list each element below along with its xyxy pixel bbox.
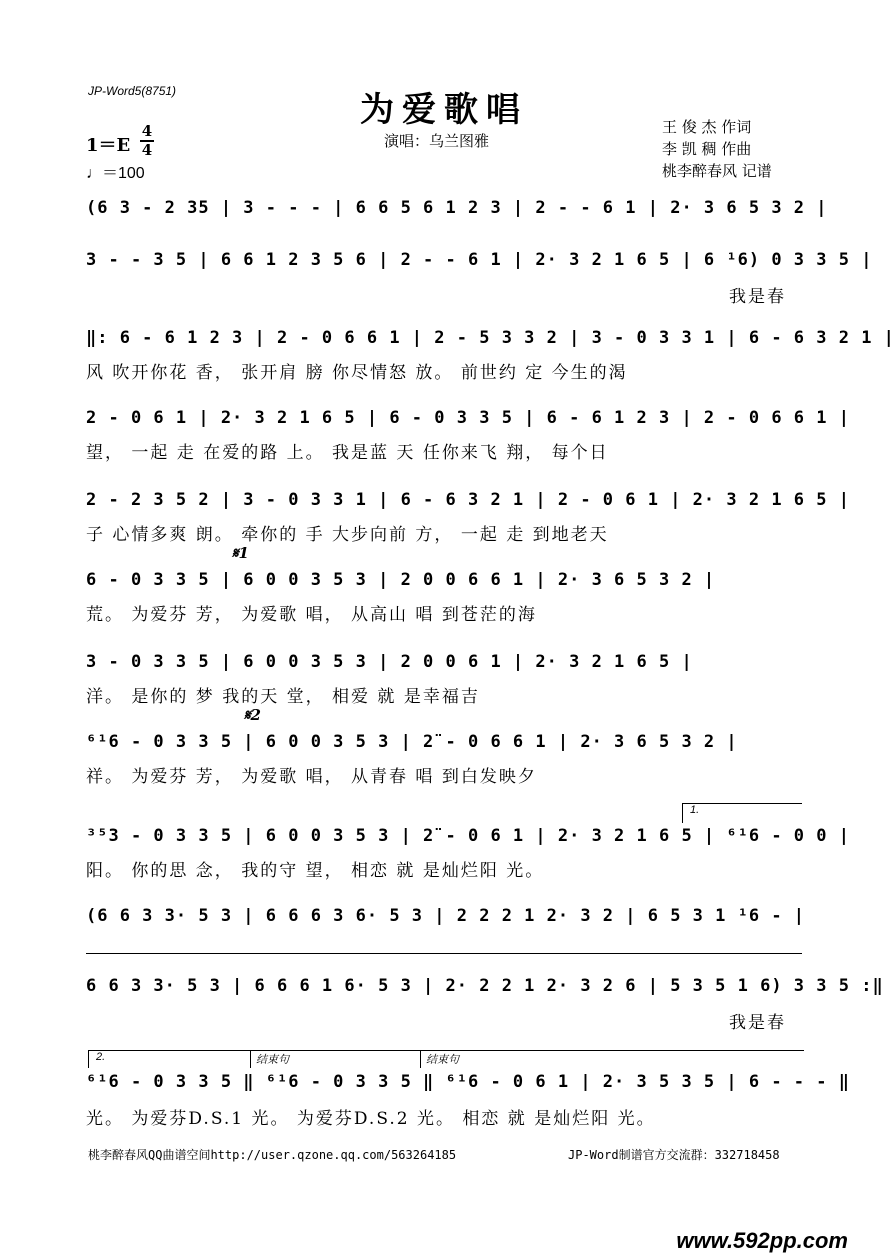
volta-2-bracket-edge: [88, 1050, 89, 1068]
score-line-10: (6 6 3 3· 5 3 | 6 6 6 3 6· 5 3 | 2 2 2 1 2· 3 2 | 6 5 3 1 ¹6 - |: [86, 906, 806, 926]
score-line-7: 3 - 0 3 3 5 | 6 0 0 3 5 3 | 2 0 0 6 1 | 2· 3 2 1 6 5 |: [86, 652, 693, 672]
singer-credit: 演唱：乌兰图雅: [384, 132, 490, 150]
score-line-6: 6 - 0 3 3 5 | 6 0 0 3 5 3 | 2 0 0 6 6 1 | 2· 3 6 5 3 2 |: [86, 570, 716, 590]
ending-b-label: 结束句: [426, 1054, 459, 1066]
lyric-line-8: 祥。 为爱芬 芳， 为爱歌 唱， 从青春 唱 到白发映夕: [86, 767, 537, 787]
footer-right: JP-Word制谱官方交流群：332718458: [568, 1148, 780, 1162]
time-denominator: 4: [141, 141, 153, 159]
lyric-line-4: 望， 一起 走 在爱的路 上。 我是蓝 天 任你来飞 翔， 每个日: [86, 443, 609, 463]
volta-1-bracket-edge: [682, 803, 683, 823]
score-line-9: ³⁵3 - 0 3 3 5 | 6 0 0 3 5 3 | 2̈ - 0 6 1 | 2· 3 2 1 6 5 | ⁶¹6 - 0 0 |: [86, 826, 850, 846]
ending-a-label: 结束句: [256, 1054, 289, 1066]
lyric-line-9: 阳。 你的思 念， 我的守 望， 相恋 就 是灿烂阳 光。: [86, 861, 545, 881]
section-divider: [86, 953, 802, 954]
tempo-marking: ♩＝100: [86, 165, 145, 182]
score-line-4: 2 - 0 6 1 | 2· 3 2 1 6 5 | 6 - 0 3 3 5 | 6 - 6 1 2 3 | 2 - 0 6 6 1 |: [86, 408, 850, 428]
lyricist-credit: 王 俊 杰 作词: [662, 118, 752, 136]
score-line-1: (6 3 - 2 35 | 3 - - - | 6 6 5 6 1 2 3 | 2 - - 6 1 | 2· 3 6 5 3 2 |: [86, 198, 828, 218]
score-line-5: 2 - 2 3 5 2 | 3 - 0 3 3 1 | 6 - 6 3 2 1 | 2 - 0 6 1 | 2· 3 2 1 6 5 |: [86, 490, 850, 510]
lyric-line-6: 荒。 为爱芬 芳， 为爱歌 唱， 从高山 唱 到苍茫的海: [86, 605, 537, 625]
software-version: JP-Word5(8751): [88, 84, 177, 98]
lyric-line-5: 子 心情多爽 朗。 牵你的 手 大步向前 方， 一起 走 到地老天: [86, 525, 609, 545]
time-numerator: 4: [141, 122, 153, 140]
lyric-line-7: 洋。 是你的 梦 我的天 堂， 相爱 就 是幸福吉: [86, 687, 480, 707]
volta-1-bracket: [682, 803, 802, 804]
transcriber-credit: 桃李醉春风 记谱: [662, 162, 772, 180]
lyric-line-12: 光。 为爱芬D.S.1 光。 为爱芬D.S.2 光。 相恋 就 是灿烂阳 光。: [86, 1109, 656, 1129]
score-line-8: ⁶¹6 - 0 3 3 5 | 6 0 0 3 5 3 | 2̈ - 0 6 6 1 | 2· 3 6 5 3 2 |: [86, 732, 738, 752]
song-title: 为爱歌唱: [360, 90, 528, 130]
time-signature: [140, 124, 154, 158]
lyric-line-11: 我是春: [729, 1013, 786, 1033]
ending-a-bracket-edge: [250, 1050, 251, 1068]
site-watermark: www.592pp.com: [676, 1228, 848, 1253]
score-line-2: 3 - - 3 5 | 6 6 1 2 3 5 6 | 2 - - 6 1 | 2· 3 2 1 6 5 | 6 ¹6) 0 3 3 5 |: [86, 250, 873, 270]
footer-left: 桃李醉春风QQ曲谱空间http://user.qzone.qq.com/563264185: [88, 1148, 457, 1162]
score-line-11: 6 6 3 3· 5 3 | 6 6 6 1 6· 5 3 | 2· 2 2 1 2· 3 2 6 | 5 3 5 1 6) 3 3 5 :‖: [86, 976, 884, 996]
score-line-12: ⁶¹6 - 0 3 3 5 ‖ ⁶¹6 - 0 3 3 5 ‖ ⁶¹6 - 0 6 1 | 2· 3 5 3 5 | 6 - - - ‖: [86, 1072, 850, 1092]
ending-b-bracket-edge: [420, 1050, 421, 1068]
segno-1-mark: 𝄋1: [232, 544, 249, 562]
composer-credit: 李 凯 稠 作曲: [662, 140, 752, 158]
volta-2-label: 2.: [96, 1051, 106, 1063]
credits-block: [662, 116, 772, 182]
segno-2-mark: 𝄋2: [244, 706, 261, 724]
key-signature: 1＝E: [86, 135, 131, 156]
score-line-3: ‖: 6 - 6 1 2 3 | 2 - 0 6 6 1 | 2 - 5 3 3 2 | 3 - 0 3 3 1 | 6 - 6 3 2 1 |: [86, 328, 895, 348]
lyric-line-2: 我是春: [729, 287, 786, 307]
lyric-line-3: 风 吹开你花 香， 张开肩 膀 你尽情怒 放。 前世约 定 今生的渴: [86, 363, 628, 383]
volta-1-label: 1.: [690, 804, 700, 816]
